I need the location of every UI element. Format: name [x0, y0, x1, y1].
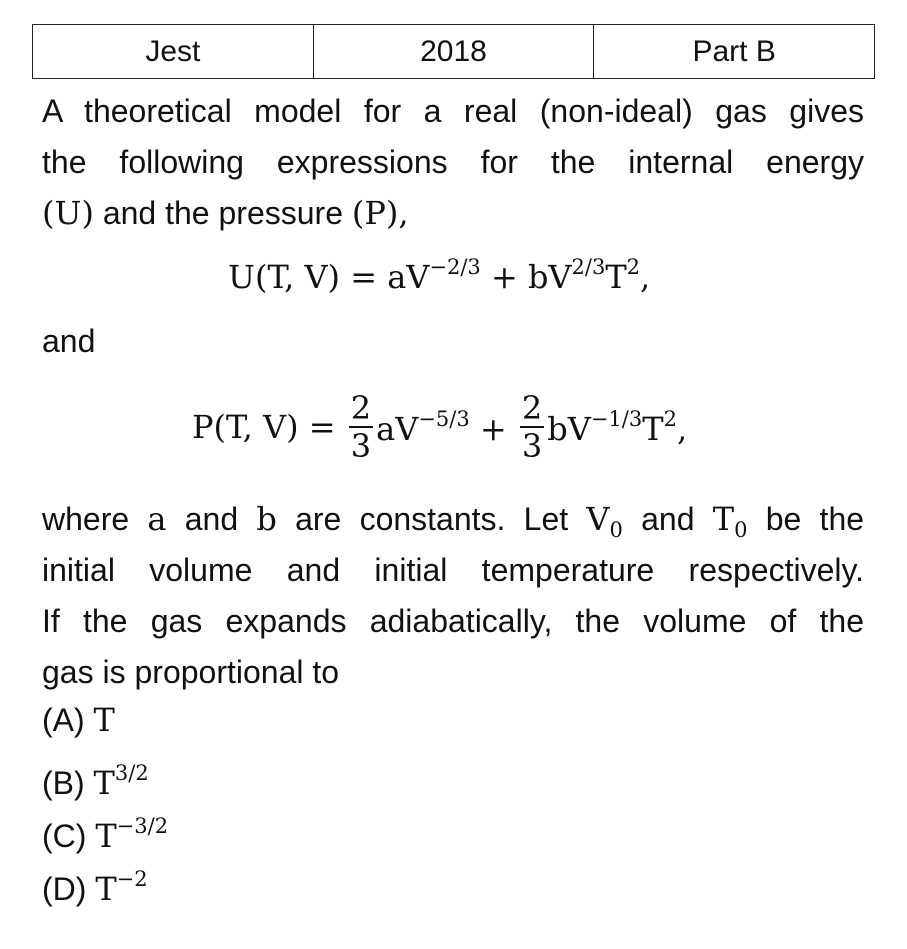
eq-p-t1: aV [376, 409, 419, 448]
header-part: Part B [594, 25, 875, 79]
question-line-8: gas is proportional to [42, 654, 340, 690]
eq-p-plus: + [469, 409, 517, 448]
question-line-3 [42, 188, 864, 239]
option-d-exponent: −2 [116, 867, 148, 891]
question-line-7: If the gas expands adiabatically, the volume of the [42, 603, 864, 639]
eq-p-exp1: −5/3 [418, 406, 470, 431]
option-d-base: T [95, 870, 117, 908]
option-a[interactable] [42, 700, 115, 740]
option-b-exponent: 3/2 [114, 761, 149, 785]
option-c-base: T [95, 817, 117, 855]
option-c-label: (C) [42, 818, 96, 854]
option-d-label: (D) [42, 871, 96, 907]
initial-volume-subscript: 0 [609, 518, 623, 542]
eq-p-term-2 [547, 406, 688, 448]
pressure-text: and the pressure [93, 195, 352, 231]
fraction-1-denominator: 3 [350, 427, 372, 465]
header-table [32, 24, 875, 79]
option-c[interactable] [42, 806, 168, 856]
header-year: 2018 [313, 25, 594, 79]
where-text: where [42, 501, 148, 537]
energy-symbol: (U) [42, 194, 94, 232]
eq-u-t: T [605, 258, 627, 296]
option-a-label: (A) [42, 702, 94, 738]
eq-u-exp3: 2 [626, 255, 641, 279]
option-c-exponent: −3/2 [116, 814, 169, 838]
question-line-1: A theoretical model for a real (non-ideal) gas gives [42, 93, 864, 129]
fraction-1-numerator: 2 [350, 389, 372, 427]
and-text: and [42, 323, 96, 359]
constant-b: b [256, 500, 277, 538]
option-d[interactable] [42, 859, 148, 909]
constants-text: are constants. Let [276, 501, 587, 537]
initial-temperature-symbol: T [712, 500, 735, 538]
and-text-2: and [166, 501, 257, 537]
option-b-label: (B) [42, 765, 94, 801]
eq-p-t2: bV [547, 409, 591, 448]
and-text-3: and [622, 501, 713, 537]
eq-p-t3: T [642, 409, 664, 448]
header-row [33, 25, 875, 79]
option-b-base: T [93, 764, 115, 802]
eq-p-lhs: P(T, V) = [192, 408, 336, 446]
eq-u-exp1: −2/3 [429, 255, 481, 279]
option-b[interactable] [42, 753, 149, 803]
initial-volume-symbol: V [586, 500, 610, 538]
eq-u-mid: + bV [480, 258, 572, 296]
eq-u-exp2: 2/3 [571, 255, 606, 279]
eq-p-exp2: −1/3 [590, 406, 643, 431]
question-line-6: initial volume and initial temperature respectively. [42, 552, 864, 588]
initial-temperature-subscript: 0 [734, 518, 748, 542]
fraction-2-denominator: 3 [521, 427, 543, 465]
fraction-2-numerator: 2 [521, 389, 543, 427]
option-a-base: T [93, 701, 115, 739]
equation-internal-energy [228, 255, 650, 296]
eq-p-term-1 [376, 406, 517, 448]
be-the-text: be the [747, 501, 865, 537]
pressure-symbol: (P), [351, 194, 409, 232]
eq-p-exp3: 2 [663, 406, 677, 431]
eq-u-end: , [640, 258, 651, 296]
question-line-2: the following expressions for the internal energy [42, 144, 864, 180]
eq-u-lhs: U(T, V) = aV [228, 258, 430, 296]
fraction-2 [520, 389, 544, 465]
eq-p-end: , [676, 409, 688, 448]
header-source: Jest [33, 25, 314, 79]
equation-pressure [192, 389, 688, 465]
fraction-1 [349, 389, 373, 465]
constant-a: a [147, 500, 167, 538]
